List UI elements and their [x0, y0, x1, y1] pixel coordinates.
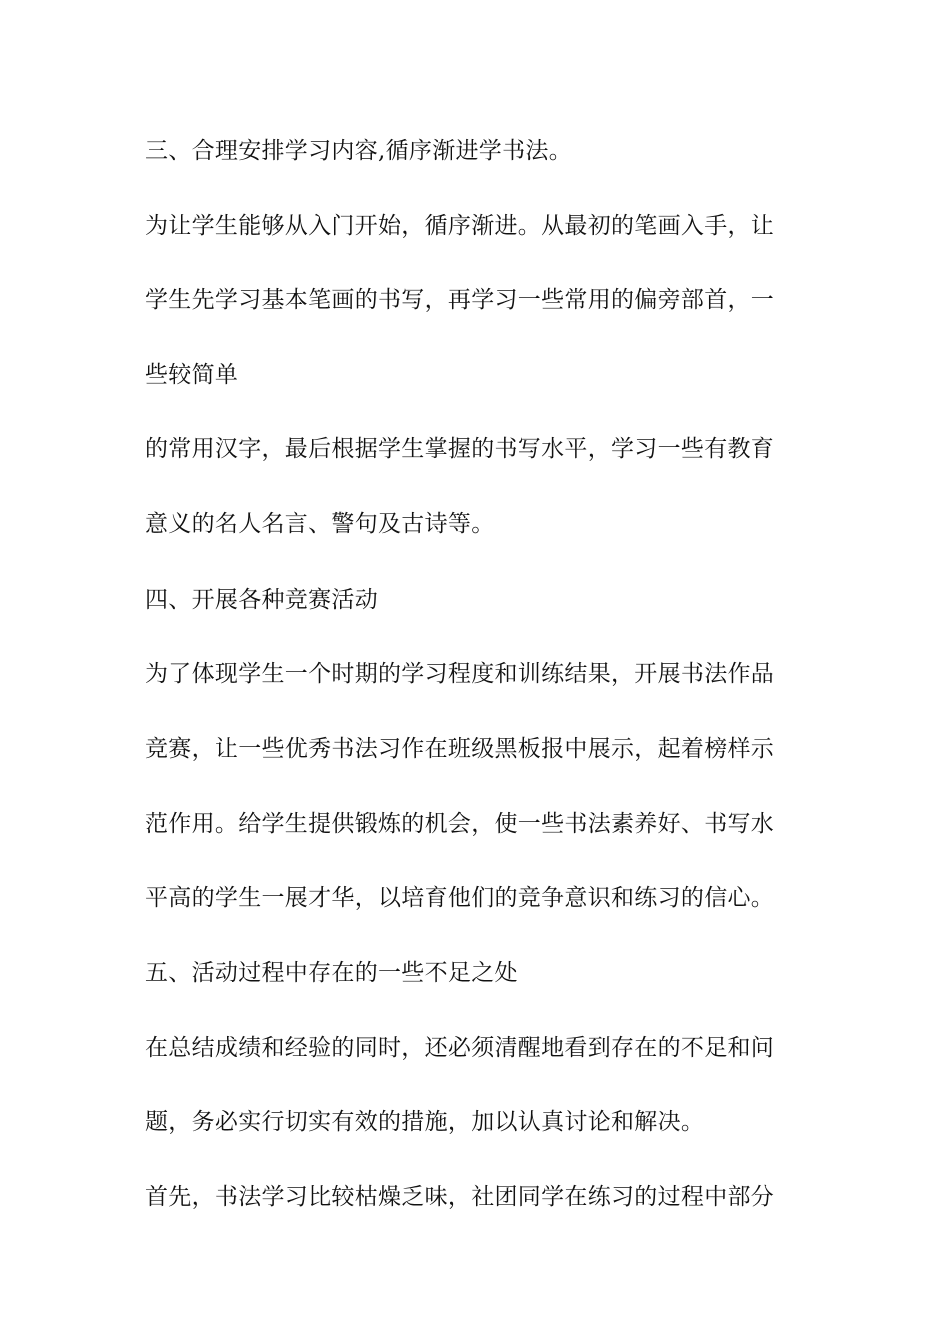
section-heading-3: 三、合理安排学习内容,循序渐进学书法。	[145, 138, 573, 164]
paragraph-line: 首先，书法学习比较枯燥乏味，社团同学在练习的过程中部分	[145, 1184, 775, 1210]
paragraph-line: 学生先学习基本笔画的书写，再学习一些常用的偏旁部首，一	[145, 287, 775, 313]
paragraph-line: 些较简单	[145, 362, 239, 388]
paragraph-line: 为了体现学生一个时期的学习程度和训练结果，开展书法作品	[145, 661, 775, 687]
paragraph-line: 为让学生能够从入门开始，循序渐进。从最初的笔画入手，让	[145, 213, 775, 239]
paragraph-line: 题，务必实行切实有效的措施，加以认真讨论和解决。	[145, 1109, 705, 1135]
paragraph-line: 竞赛，让一些优秀书法习作在班级黑板报中展示，起着榜样示	[145, 736, 775, 762]
section-heading-4: 四、开展各种竞赛活动	[145, 587, 378, 613]
paragraph-line: 意义的名人名言、警句及古诗等。	[145, 511, 495, 537]
paragraph-line: 平高的学生一展才华，以培育他们的竞争意识和练习的信心。	[145, 885, 775, 911]
paragraph-line: 范作用。给学生提供锻炼的机会，使一些书法素养好、书写水	[145, 811, 775, 837]
paragraph-line: 的常用汉字，最后根据学生掌握的书写水平，学习一些有教育	[145, 436, 775, 462]
section-heading-5: 五、活动过程中存在的一些不足之处	[145, 960, 518, 986]
paragraph-line: 在总结成绩和经验的同时，还必须清醒地看到存在的不足和问	[145, 1035, 775, 1061]
